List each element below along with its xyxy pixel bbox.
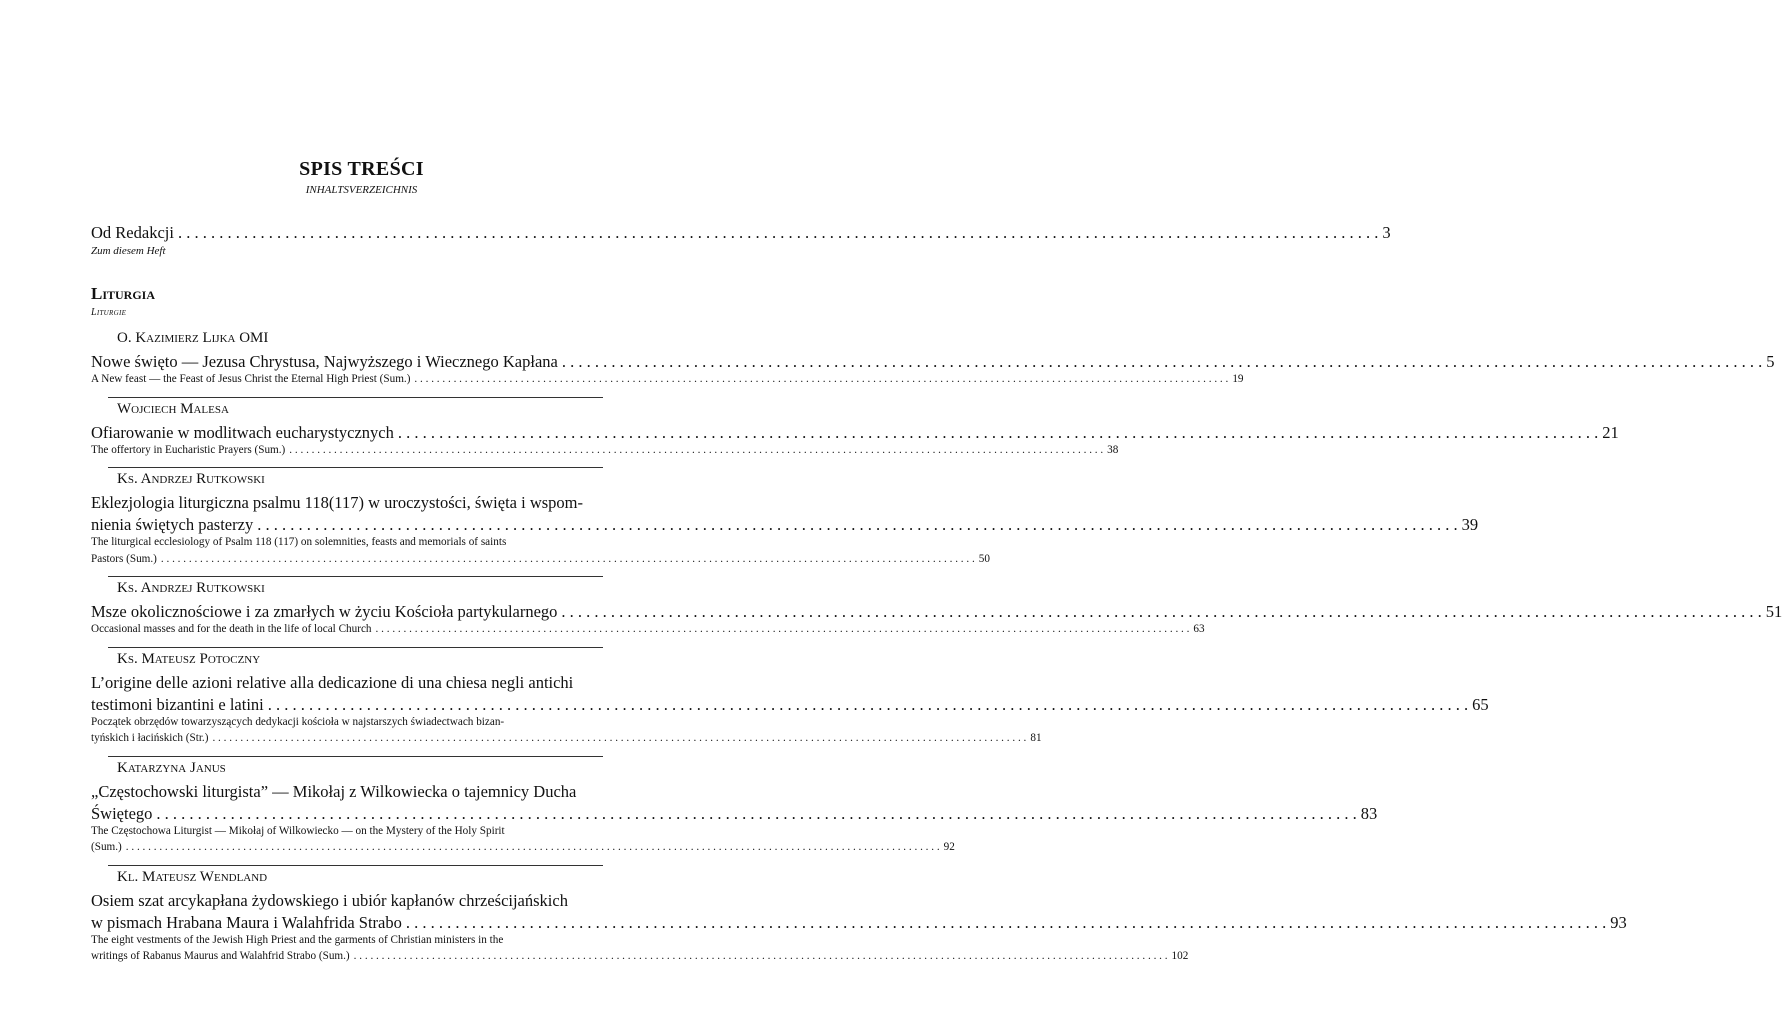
summary-line: The eight vestments of the Jewish High Priest and the garments of Christian ministers in the (91, 933, 504, 946)
entry-divider (108, 467, 603, 468)
summary-page: 92 (943, 841, 955, 853)
leader-dots (122, 841, 944, 853)
summary-page: 63 (1193, 623, 1205, 635)
leader-dots (253, 515, 1461, 535)
summary-title: Pastors (Sum.) (91, 552, 157, 565)
leader-dots (208, 732, 1030, 744)
entry-author: O. Kazimierz Lijka OMI (117, 330, 269, 346)
leader-dots (558, 352, 1766, 372)
page-subtitle: INHALTSVERZEICHNIS (305, 184, 418, 196)
summary-row (91, 950, 1189, 962)
leader-dots (557, 602, 1765, 622)
leader-dots (372, 623, 1194, 635)
leader-dots (264, 695, 1472, 715)
entry-divider (108, 576, 603, 577)
entry-author: Ks. Andrzej Rutkowski (117, 580, 265, 596)
entry-title-line[interactable]: „Częstochowski liturgista” — Mikołaj z Wilkowiecka o tajemnicy Ducha (91, 781, 577, 801)
entry-title-row[interactable] (91, 422, 1619, 443)
summary-page: 19 (1232, 373, 1244, 385)
entry-title: Od Redakcji (91, 223, 174, 242)
entry-page: 65 (1472, 694, 1489, 714)
entry-title-row[interactable] (91, 912, 1627, 933)
entry-title: Msze okolicznościowe i za zmarłych w życiu Kościoła partykularnego (91, 602, 558, 621)
leader-dots (394, 423, 1602, 443)
summary-title: Occasional masses and for the death in the life of local Church (91, 623, 372, 635)
toc-entry-intro[interactable] (91, 223, 1391, 243)
summary-title: writings of Rabanus Maurus and Walahfrid Strabo (Sum.) (91, 950, 350, 962)
entry-title-row[interactable] (91, 352, 1775, 372)
entry-title: Ofiarowanie w modlitwach eucharystycznych (91, 422, 394, 442)
section-title: Liturgia (91, 284, 156, 303)
summary-line: The liturgical ecclesiology of Psalm 118 (117) on solemnities, feasts and memorials of saints (91, 536, 507, 548)
summary-row (91, 373, 1244, 385)
summary-line: Początek obrzędów towarzyszących dedykacji kościoła w najstarszych świadectwach bizan- (91, 715, 505, 728)
entry-title-line[interactable]: Eklezjologia liturgiczna psalmu 118(117) w uroczystości, święta i wspom- (91, 493, 583, 512)
entry-title: testimoni bizantini e latini (91, 694, 264, 714)
entry-author: Wojciech Malesa (117, 400, 229, 417)
leader-dots (157, 553, 979, 565)
leader-dots (152, 804, 1360, 824)
entry-author: Katarzyna Janus (117, 759, 226, 776)
entry-page: 93 (1610, 912, 1627, 932)
entry-author: Kl. Mateusz Wendland (117, 868, 268, 885)
entry-divider (108, 647, 603, 648)
entry-author: Ks. Mateusz Potoczny (117, 650, 261, 667)
summary-title: tyńskich i łacińskich (Str.) (91, 732, 209, 744)
summary-row (91, 443, 1119, 456)
summary-page: 38 (1107, 443, 1119, 456)
entry-page: 51 (1765, 602, 1782, 621)
entry-page: 83 (1360, 803, 1378, 823)
section-subtitle: Liturgie (91, 307, 127, 318)
entry-page: 21 (1602, 422, 1619, 442)
entry-page: 5 (1766, 352, 1775, 371)
entry-author: Ks. Andrzej Rutkowski (117, 471, 265, 487)
entry-title-row[interactable] (91, 803, 1378, 824)
leader-dots (285, 444, 1107, 456)
entry-title: Nowe święto — Jezusa Chrystusa, Najwyższego i Wiecznego Kapłana (91, 352, 558, 371)
entry-divider (108, 865, 603, 866)
entry-title-row[interactable] (91, 515, 1479, 535)
summary-row (91, 732, 1042, 744)
page-title: SPIS TREŚCI (299, 158, 424, 180)
summary-page: 102 (1171, 950, 1189, 962)
entry-title-row[interactable] (91, 694, 1489, 715)
leader-dots (410, 373, 1232, 385)
summary-line: The Częstochowa Liturgist — Mikołaj of Wilkowiecko — on the Mystery of the Holy Spirit (91, 824, 505, 837)
entry-page: 39 (1461, 515, 1479, 534)
summary-row (91, 841, 955, 853)
entry-divider (108, 397, 603, 398)
entry-title: nienia świętych pasterzy (91, 515, 254, 534)
summary-title: (Sum.) (91, 841, 122, 853)
entry-title: w pismach Hrabana Maura i Walahfrida Strabo (91, 912, 402, 932)
entry-subtitle: Zum diesem Heft (91, 245, 166, 257)
entry-title-line[interactable]: Osiem szat arcykapłana żydowskiego i ubiór kapłanów chrześcijańskich (91, 890, 568, 910)
leader-dots (350, 950, 1172, 962)
leader-dots (402, 913, 1610, 933)
entry-title: Świętego (91, 803, 153, 823)
summary-page: 81 (1030, 732, 1042, 744)
summary-row (91, 552, 990, 565)
entry-title-line[interactable]: L’origine delle azioni relative alla dedicazione di una chiesa negli antichi (91, 672, 574, 692)
summary-title: The offertory in Eucharistic Prayers (Sum.) (91, 443, 286, 456)
entry-title-row[interactable] (91, 602, 1782, 622)
summary-row (91, 623, 1205, 635)
summary-title: A New feast — the Feast of Jesus Christ the Eternal High Priest (Sum.) (91, 373, 411, 385)
entry-divider (108, 756, 603, 757)
summary-page: 50 (978, 552, 990, 565)
entry-page: 3 (1382, 223, 1391, 242)
leader-dots (174, 223, 1382, 243)
